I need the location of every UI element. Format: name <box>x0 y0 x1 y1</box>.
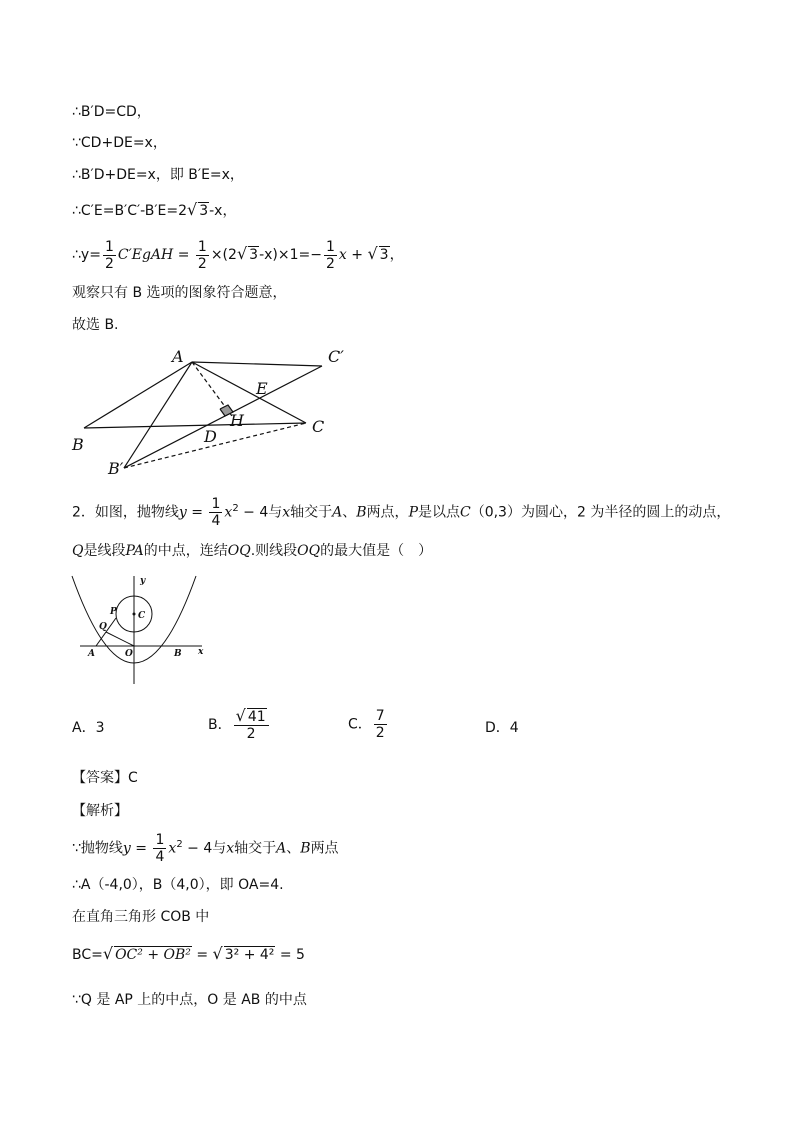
segment-oq <box>106 632 134 646</box>
answer-line: 【答案】C <box>72 770 138 786</box>
text-segment: 与 <box>268 504 283 521</box>
solution-line-2: ∵CD+DE=x， <box>72 135 167 151</box>
option-a[interactable]: A．3 <box>72 720 105 736</box>
plus: + <box>346 247 368 263</box>
option-label: C． <box>348 716 372 733</box>
text-segment: 两点， <box>366 504 409 521</box>
question-2-line-2 <box>72 541 432 561</box>
solution-q2-line-1 <box>72 828 339 866</box>
text-segment: = 5 <box>275 947 305 963</box>
fraction-numerator: 1 <box>325 238 335 255</box>
segment-b-prime-c-prime <box>124 366 325 468</box>
parabola-figure <box>68 572 208 692</box>
option-d[interactable]: D．4 <box>485 720 519 736</box>
variable-y: y <box>178 504 187 521</box>
text-segment: 2．如图，抛物线 <box>72 504 179 521</box>
sqrt-sign: √ <box>235 706 246 725</box>
text-segment: （0,3）为圆心，2 为半径的圆上的动点， <box>470 504 731 521</box>
segment-oq: OQ <box>297 543 321 559</box>
fraction-numerator: 1 <box>104 238 114 255</box>
variable-x: x <box>282 504 291 521</box>
fraction-denominator: 2 <box>375 725 385 741</box>
sqrt-sign: √ <box>236 244 248 263</box>
text-segment: ， <box>389 247 404 263</box>
segment-ab-prime <box>124 362 192 468</box>
geometry-figure-1 <box>60 340 360 485</box>
solution-line-6: 观察只有 B 选项的图象符合题意， <box>72 285 287 301</box>
solution-line-1: ∴B′D=CD， <box>72 104 151 120</box>
text-segment: 轴交于 <box>290 504 333 521</box>
point-c: C <box>459 504 471 521</box>
equals: = <box>130 840 152 857</box>
fraction <box>103 239 116 272</box>
point-a: A <box>332 504 343 521</box>
fraction-denominator: 4 <box>155 849 165 866</box>
text-segment: ∴C′E=B′C′-B′E=2 <box>72 203 187 219</box>
segment-pa: PA <box>125 543 144 559</box>
sqrt-sign: √ <box>367 244 378 263</box>
fraction-denominator: 2 <box>197 255 207 272</box>
label-q: Q <box>99 622 107 632</box>
fraction <box>196 239 209 272</box>
label-b-prime: B′ <box>108 459 124 478</box>
text-segment: 是线段 <box>83 543 126 559</box>
question-2-line-1 <box>72 492 730 530</box>
solution-q2-line-4 <box>72 944 305 965</box>
text-segment: ∵抛物线 <box>72 840 123 857</box>
solution-line-5 <box>72 237 404 272</box>
segment-ac <box>192 362 306 423</box>
solution-line-4 <box>72 200 236 221</box>
sqrt-value: OC² + OB² <box>115 947 191 963</box>
text-segment: 、 <box>342 504 357 521</box>
segment-ac-prime <box>192 362 322 366</box>
label-h: H <box>230 411 244 430</box>
text-segment: 、 <box>286 840 301 857</box>
fraction-denominator: 4 <box>211 513 221 530</box>
math-expr: C′EgAH <box>117 247 174 263</box>
exponent: 2 <box>232 503 239 514</box>
solution-q2-line-3: 在直角三角形 COB 中 <box>72 909 210 925</box>
sqrt-sign: √ <box>187 200 198 219</box>
fraction <box>374 708 387 741</box>
point-q: Q <box>72 543 84 559</box>
equals: = <box>191 947 213 963</box>
segment-ab <box>84 362 192 428</box>
fraction-denominator: 2 <box>246 726 256 742</box>
fraction-denominator: 2 <box>104 255 114 272</box>
variable-x: x <box>168 840 177 857</box>
segment-bc <box>84 423 306 428</box>
text-segment: 是以点 <box>417 504 460 521</box>
fraction <box>324 239 337 272</box>
label-c-prime: C′ <box>328 347 344 366</box>
text-segment: − 4 <box>182 840 213 857</box>
text-segment: 的最大值是（ ） <box>320 543 433 559</box>
label-b: B <box>72 435 84 454</box>
fraction <box>234 708 269 742</box>
text-segment: − 4 <box>238 504 269 521</box>
label-c: C <box>138 611 146 621</box>
label-y: y <box>140 576 146 586</box>
solution-q2-line-5: ∵Q 是 AP 上的中点，O 是 AB 的中点 <box>72 992 307 1008</box>
variable-x: x <box>226 840 235 857</box>
equals: = <box>186 504 208 521</box>
label-a: A <box>172 347 184 366</box>
fraction-denominator: 2 <box>325 255 335 272</box>
sqrt-value: 3 <box>379 247 389 263</box>
sqrt-value: 3² + 4² <box>224 947 275 963</box>
analysis-heading: 【解析】 <box>72 803 128 819</box>
label-o: O <box>125 649 133 659</box>
text-segment: 与 <box>212 840 227 857</box>
center-dot <box>133 613 136 616</box>
fraction-numerator: 1 <box>197 238 207 255</box>
text-segment: BC= <box>72 947 103 963</box>
solution-line-3: ∴B′D+DE=x，即 B′E=x， <box>72 167 244 183</box>
text-segment: ∴y= <box>72 247 101 263</box>
solution-q2-line-2: ∴A（-4,0），B（4,0），即 OA=4. <box>72 877 284 893</box>
segment-oq: OQ <box>227 543 251 559</box>
label-x: x <box>198 647 204 657</box>
sqrt-sign: √ <box>102 944 114 963</box>
option-b[interactable] <box>208 708 271 742</box>
option-c[interactable] <box>348 708 389 741</box>
fraction <box>209 496 222 529</box>
variable-x: x <box>224 504 233 521</box>
point-b: B <box>300 840 311 857</box>
label-e: E <box>256 379 268 398</box>
text-segment: 两点 <box>310 840 339 857</box>
option-label: B． <box>208 717 232 733</box>
text-segment: -x)×1=− <box>259 247 322 263</box>
point-a: A <box>276 840 287 857</box>
variable-y: y <box>122 840 131 857</box>
label-b: B <box>174 649 182 659</box>
label-p: P <box>110 607 117 617</box>
text-segment: 轴交于 <box>234 840 277 857</box>
point-b: B <box>356 504 367 521</box>
text-segment: -x， <box>209 203 237 219</box>
variable-x: x <box>338 247 347 263</box>
sqrt-value: 41 <box>247 709 266 725</box>
solution-line-7: 故选 B. <box>72 317 119 333</box>
exponent: 2 <box>176 839 183 850</box>
sqrt-value: 3 <box>249 247 259 263</box>
sqrt-sign: √ <box>212 944 223 963</box>
fraction-numerator: 1 <box>211 496 221 513</box>
fraction <box>153 832 166 865</box>
label-a: A <box>88 649 95 659</box>
text-segment: ×(2 <box>210 247 237 263</box>
label-d: D <box>204 427 217 446</box>
text-segment: 的中点，连结 <box>143 543 228 559</box>
equals: = <box>173 247 194 263</box>
fraction-numerator: 1 <box>155 832 165 849</box>
sqrt-value: 3 <box>199 203 209 219</box>
text-segment: .则线段 <box>250 543 298 559</box>
point-p: P <box>408 504 418 521</box>
fraction-numerator: 7 <box>375 708 385 724</box>
label-c: C <box>312 417 325 436</box>
fraction-numerator <box>234 708 269 726</box>
